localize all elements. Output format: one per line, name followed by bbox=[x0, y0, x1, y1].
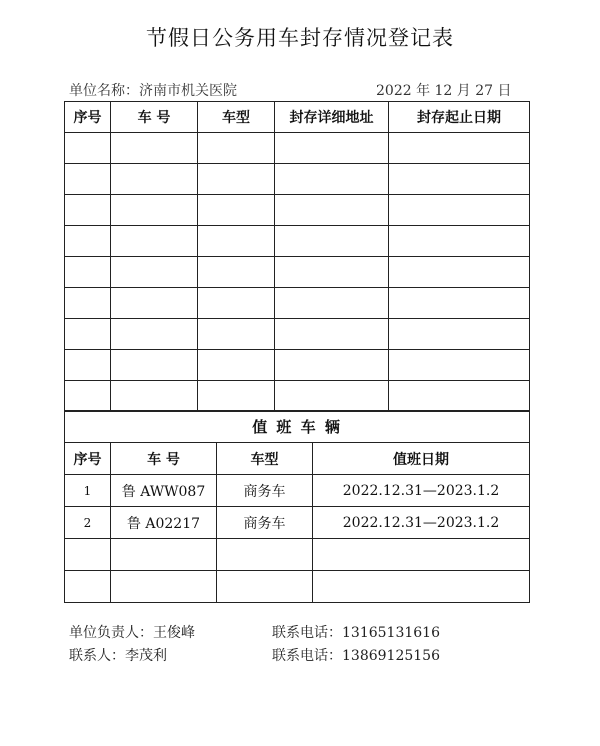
header-address: 封存详细地址 bbox=[275, 102, 389, 133]
table-cell bbox=[275, 164, 389, 195]
table-cell bbox=[313, 539, 530, 571]
table-cell bbox=[275, 133, 389, 164]
table-cell bbox=[65, 350, 111, 381]
table-cell bbox=[389, 288, 530, 319]
table-row bbox=[65, 539, 530, 571]
table-cell bbox=[111, 133, 198, 164]
page-title: 节假日公务用车封存情况登记表 bbox=[146, 26, 454, 50]
table-cell bbox=[65, 319, 111, 350]
table-row bbox=[65, 571, 530, 603]
table-cell bbox=[65, 288, 111, 319]
table-cell bbox=[111, 226, 198, 257]
contact-person: 联系人：李茂利 bbox=[69, 648, 167, 664]
table-cell bbox=[389, 133, 530, 164]
table-cell bbox=[389, 257, 530, 288]
report-date: 2022 年 12 月 27 日 bbox=[376, 83, 512, 99]
table-cell bbox=[198, 319, 275, 350]
table-cell bbox=[65, 571, 111, 603]
responsible-person: 单位负责人：王俊峰 bbox=[69, 625, 195, 641]
table-cell bbox=[217, 571, 313, 603]
table-cell: 1 bbox=[65, 475, 111, 507]
table-header-row bbox=[65, 443, 530, 475]
header-plate: 车 号 bbox=[111, 102, 198, 133]
table-cell: 2022.12.31—2023.1.2 bbox=[313, 475, 530, 507]
header-seq: 序号 bbox=[65, 443, 111, 475]
duty-vehicles-table bbox=[64, 410, 530, 603]
table-cell bbox=[198, 195, 275, 226]
sealed-vehicles-table bbox=[64, 101, 530, 412]
table-row bbox=[65, 319, 530, 350]
table-row bbox=[65, 350, 530, 381]
table-cell bbox=[65, 226, 111, 257]
table-cell bbox=[275, 226, 389, 257]
table-cell bbox=[275, 319, 389, 350]
header-duty-date: 值班日期 bbox=[313, 443, 530, 475]
table-cell bbox=[65, 257, 111, 288]
table-cell bbox=[111, 164, 198, 195]
table-cell bbox=[111, 350, 198, 381]
table-cell bbox=[389, 319, 530, 350]
table-row bbox=[65, 507, 530, 539]
table-cell bbox=[275, 195, 389, 226]
unit-name: 单位名称：济南市机关医院 bbox=[69, 83, 237, 99]
duty-section-title: 值 班 车 辆 bbox=[65, 411, 530, 443]
table-cell bbox=[111, 539, 217, 571]
table-row bbox=[65, 288, 530, 319]
table-cell bbox=[65, 164, 111, 195]
table-cell: 2 bbox=[65, 507, 111, 539]
table-cell bbox=[111, 571, 217, 603]
table-cell bbox=[275, 381, 389, 412]
table-cell bbox=[65, 539, 111, 571]
table-row bbox=[65, 475, 530, 507]
table-cell bbox=[111, 381, 198, 412]
table-cell bbox=[198, 226, 275, 257]
table-cell: 2022.12.31—2023.1.2 bbox=[313, 507, 530, 539]
table-cell bbox=[198, 164, 275, 195]
table-cell bbox=[65, 195, 111, 226]
table-cell bbox=[217, 539, 313, 571]
table-cell bbox=[65, 133, 111, 164]
table-row bbox=[65, 195, 530, 226]
table-row bbox=[65, 381, 530, 412]
table-cell bbox=[389, 350, 530, 381]
table-cell: 商务车 bbox=[217, 507, 313, 539]
table-cell bbox=[111, 257, 198, 288]
table-cell bbox=[198, 133, 275, 164]
table-row bbox=[65, 133, 530, 164]
table-cell bbox=[275, 350, 389, 381]
table-cell bbox=[111, 195, 198, 226]
header-model: 车型 bbox=[217, 443, 313, 475]
table-cell bbox=[275, 257, 389, 288]
table-row bbox=[65, 226, 530, 257]
header-period: 封存起止日期 bbox=[389, 102, 530, 133]
table-cell bbox=[389, 195, 530, 226]
table-cell bbox=[65, 381, 111, 412]
table-cell bbox=[389, 381, 530, 412]
section-title-row bbox=[65, 411, 530, 443]
table-cell bbox=[275, 288, 389, 319]
table-cell bbox=[389, 226, 530, 257]
table-cell bbox=[198, 257, 275, 288]
phone-responsible: 联系电话：13165131616 bbox=[272, 625, 440, 641]
table-cell bbox=[389, 164, 530, 195]
table-cell: 鲁 AWW087 bbox=[111, 475, 217, 507]
header-seq: 序号 bbox=[65, 102, 111, 133]
table-cell bbox=[111, 288, 198, 319]
table-cell bbox=[313, 571, 530, 603]
table-cell: 鲁 A02217 bbox=[111, 507, 217, 539]
table-row bbox=[65, 257, 530, 288]
table-cell bbox=[111, 319, 198, 350]
table-row bbox=[65, 164, 530, 195]
phone-contact: 联系电话：13869125156 bbox=[272, 648, 440, 664]
table-header-row bbox=[65, 102, 530, 133]
header-model: 车型 bbox=[198, 102, 275, 133]
table-cell bbox=[198, 381, 275, 412]
table-cell bbox=[198, 288, 275, 319]
table-cell: 商务车 bbox=[217, 475, 313, 507]
table-cell bbox=[198, 350, 275, 381]
header-plate: 车 号 bbox=[111, 443, 217, 475]
